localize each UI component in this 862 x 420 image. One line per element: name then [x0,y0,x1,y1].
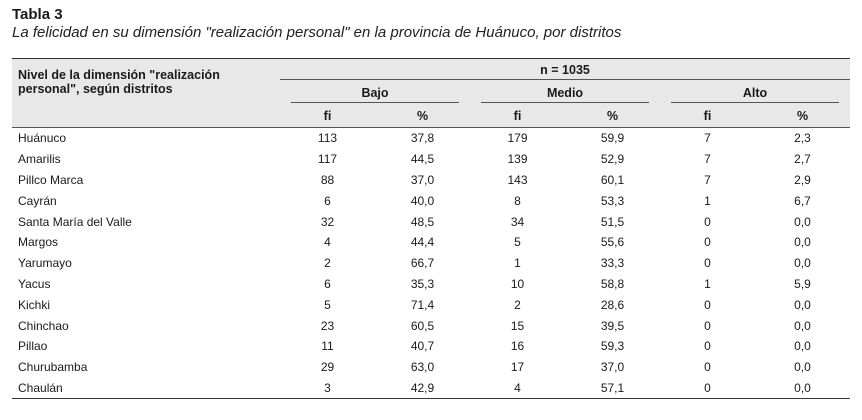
percent-cell: 5,9 [794,276,811,291]
percent-cell: 55,6 [600,235,625,250]
fi-cell: 0 [704,297,711,312]
subheader-fi: fi [470,105,565,128]
percent-cell: 40,7 [410,339,435,354]
fi-cell: 139 [507,152,528,167]
subheader-percent: % [755,105,850,128]
percent-cell: 59,9 [600,131,625,146]
subheader-percent: % [375,105,470,128]
percent-cell: 0,0 [794,339,811,354]
district-cell: Margos [18,235,59,250]
fi-cell: 11 [321,339,334,354]
fi-cell: 15 [510,318,525,333]
table-row [12,315,850,336]
percent-cell: 52,9 [600,152,625,167]
percent-cell: 2,3 [794,131,811,146]
percent-cell: 53,3 [600,193,625,208]
fi-cell: 0 [704,360,711,375]
fi-cell: 5 [514,235,521,250]
group-label: Medio [481,86,648,103]
subheader-fi: fi [660,105,755,128]
fi-cell: 0 [704,339,711,354]
fi-cell: 32 [320,214,335,229]
percent-cell: 44,4 [410,235,435,250]
table-row [12,170,850,191]
percent-cell: 60,1 [600,172,625,187]
data-table [12,58,850,399]
district-cell: Pillco Marca [18,172,84,187]
percent-cell: 2,7 [794,152,811,167]
percent-cell: 66,7 [410,256,435,271]
table-row [12,253,850,274]
district-cell: Chaulán [12,378,280,399]
table-row [12,378,850,399]
group-header-alto [660,83,850,105]
table-row [12,274,850,295]
group-header-medio [470,83,660,105]
district-cell: Huánuco [18,131,67,146]
table-row [12,190,850,211]
district-cell: Kichki [18,297,51,312]
district-cell: Cayrán [18,193,57,208]
percent-cell: 28,6 [600,297,625,312]
percent-cell: 6,7 [794,193,811,208]
percent-cell: 59,3 [600,339,625,354]
fi-cell: 17 [510,360,525,375]
fi-cell: 6 [324,193,331,208]
percent-cell: 48,5 [410,214,435,229]
fi-cell: 113 [317,131,338,146]
fi-cell: 4 [470,378,565,399]
table-row [12,149,850,170]
percent-cell: 37,0 [600,360,625,375]
table-row [12,232,850,253]
table-caption [12,6,852,42]
district-cell: Pillao [18,339,48,354]
table-row [12,128,850,149]
table-body [12,128,850,399]
fi-cell: 7 [704,172,711,187]
fi-cell: 7 [704,131,711,146]
subheader-fi: fi [280,105,375,128]
sample-size-label: n = 1035 [280,63,850,80]
fi-cell: 5 [324,297,331,312]
percent-cell: 0,0 [794,235,811,250]
fi-cell: 7 [704,152,711,167]
percent-cell: 42,9 [375,378,470,399]
district-cell: Yarumayo [18,256,72,271]
table-row [12,357,850,378]
fi-cell: 34 [510,214,525,229]
percent-cell: 0,0 [755,378,850,399]
percent-cell: 33,3 [600,256,625,271]
fi-cell: 88 [320,172,335,187]
table-row [12,211,850,232]
fi-cell: 0 [704,214,711,229]
subheader-percent: % [565,105,660,128]
row-header: Nivel de la dimensión "realización personal", según distritos [12,59,280,106]
fi-cell: 8 [514,193,521,208]
fi-cell: 16 [510,339,525,354]
percent-cell: 0,0 [794,360,811,375]
fi-cell: 10 [510,276,525,291]
fi-cell: 23 [320,318,335,333]
percent-cell: 0,0 [794,297,811,312]
group-header-bajo [280,83,470,105]
fi-cell: 117 [317,152,338,167]
percent-cell: 0,0 [794,318,811,333]
percent-cell: 60,5 [410,318,435,333]
fi-cell: 4 [324,235,331,250]
fi-cell: 0 [704,318,711,333]
percent-cell: 39,5 [600,318,625,333]
fi-cell: 0 [660,378,755,399]
fi-cell: 1 [514,256,521,271]
percent-cell: 40,0 [410,193,435,208]
table-header [12,59,850,128]
percent-cell: 2,9 [794,172,811,187]
district-cell: Chinchao [18,318,69,333]
fi-cell: 1 [704,193,711,208]
percent-cell: 37,8 [410,131,435,146]
fi-cell: 2 [324,256,331,271]
percent-cell: 0,0 [794,214,811,229]
percent-cell: 57,1 [565,378,660,399]
percent-cell: 35,3 [410,276,435,291]
percent-cell: 58,8 [600,276,625,291]
group-label: Bajo [291,86,458,103]
table-title: La felicidad en su dimensión "realización personal" en la provincia de Huánuco, por distritos [12,24,622,41]
fi-cell: 143 [507,172,528,187]
fi-cell: 29 [320,360,335,375]
fi-cell: 1 [704,276,711,291]
sample-size-header [280,59,850,84]
district-cell: Amarilis [18,152,61,167]
fi-cell: 3 [280,378,375,399]
group-label: Alto [671,86,838,103]
percent-cell: 44,5 [410,152,435,167]
fi-cell: 0 [704,235,711,250]
percent-cell: 37,0 [410,172,435,187]
percent-cell: 51,5 [600,214,625,229]
table-label: Tabla 3 [12,6,63,23]
subheader-blank [12,105,280,128]
district-cell: Santa María del Valle [18,214,132,229]
district-cell: Yacus [18,276,51,291]
percent-cell: 63,0 [410,360,435,375]
data-table-container [12,58,850,399]
table-row [12,336,850,357]
fi-cell: 179 [507,131,528,146]
district-cell: Churubamba [18,360,88,375]
percent-cell: 0,0 [794,256,811,271]
fi-cell: 0 [704,256,711,271]
fi-cell: 2 [514,297,521,312]
percent-cell: 71,4 [410,297,435,312]
fi-cell: 6 [324,276,331,291]
table-row [12,294,850,315]
